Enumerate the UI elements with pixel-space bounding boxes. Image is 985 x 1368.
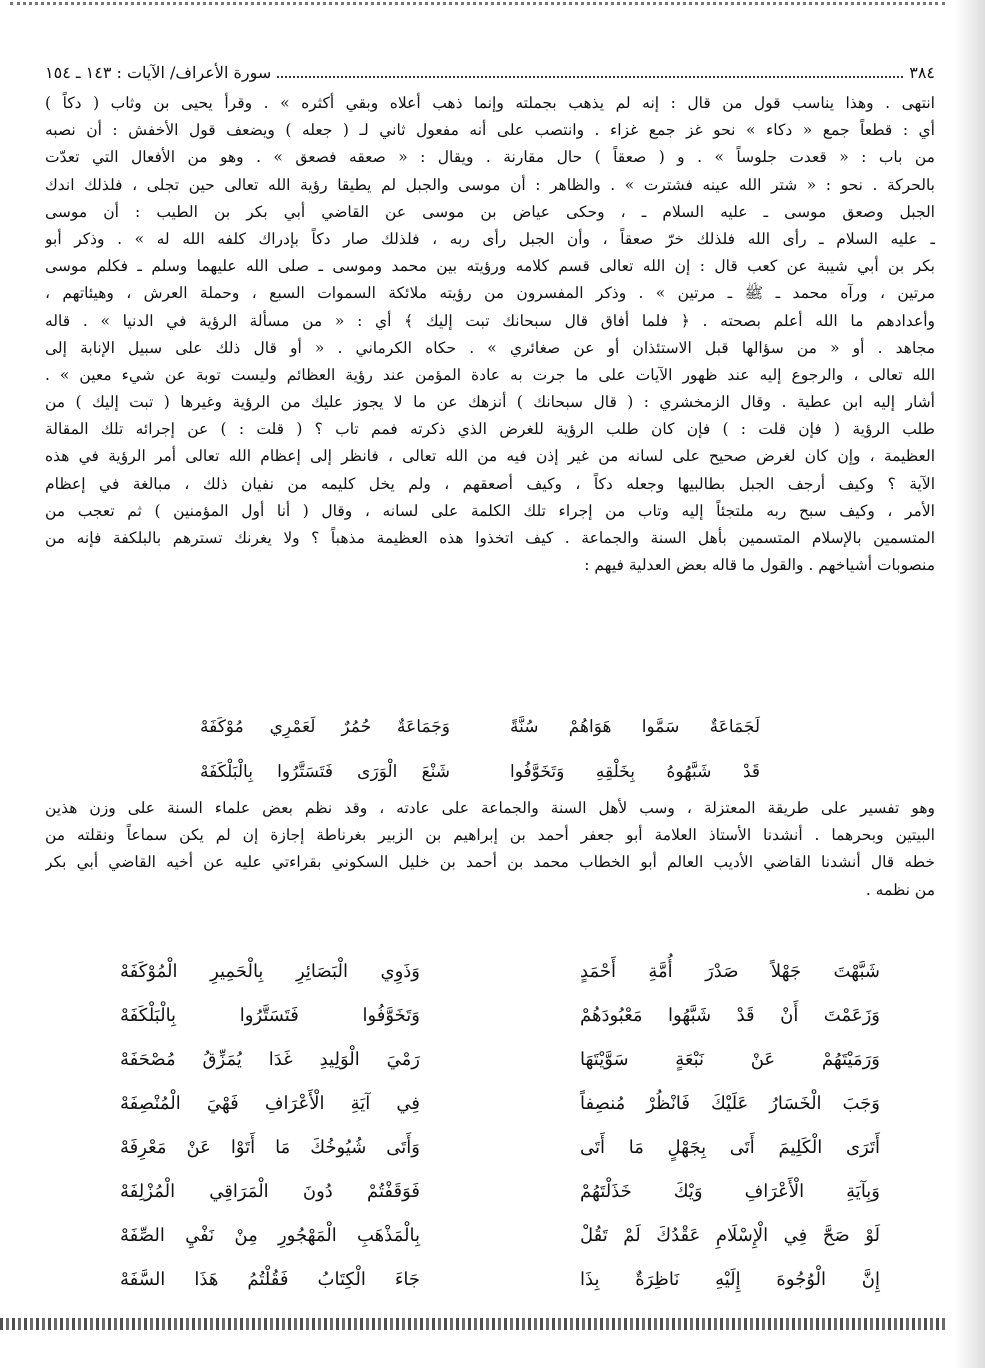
text-line: منصوبات أشياخهم . والقول ما قاله بعض العدلية فيهم : (584, 556, 935, 575)
poem-hemistich-second: رَمْيَ الْوَلِيدِ غَدَا يُمَزِّقُ مُصْحَفَهْ (120, 1049, 420, 1070)
text-line: المتسمين بالإسلام المتسمين بأهل السنة والجماعة . كيف اتخذوا هذه العظيمة مذهباً ؟ ولا يغرنك تسترهم بالبلكفة فإنه من (45, 529, 935, 547)
poem-row (120, 1170, 880, 1214)
text-line: العظيمة ، وإن كان لغرض صحيح على لسانه من غير إذن فيه من الله تعالى ، فانظر إلى إعظام الله تعالى أمر الرؤية في هذه (45, 447, 935, 466)
text-line: مجاهد . أو « من سؤالها قبل الاستئذان أو عن صغائري » . حكاه الكرماني . « أو قال ذلك على سبيل الإنابة إلى (45, 338, 935, 357)
poem-row (120, 1258, 880, 1302)
text-line: الجبل وصعق موسى ـ عليه السلام ـ ، وحكى عياض بن موسى عن القاضي أبي بكر بن الطيب : أن موسى (45, 202, 935, 221)
verse-row (200, 750, 760, 795)
text-line: من باب : « قعدت جلوساً » . و ( صعقاً ) حال مقارنة . ويقال : « صعقه فصعق » . وهو من الأفعال التي تعدّت (45, 148, 935, 167)
poem-row (120, 1038, 880, 1082)
poem-hemistich-first: وَبِآيَةِ الْأَعْرَافِ وَيْكَ خَذَلْتَهُمْ (580, 1181, 880, 1202)
text-line: الأمر ، وكيف سبح ربه ملتجئاً إليه وتاب من إجراء تلك الكلمة على لسانه ، وقال ( أنا أول المؤمنين ) ثم تعجب من (45, 501, 935, 520)
header-leader-dots (277, 66, 903, 78)
verse-hemistich-first: لَجَمَاعَةٌ سَمَّوا هَوَاهُمْ سُنَّةً (510, 717, 760, 737)
poem-row (120, 1126, 880, 1170)
verse-block-1 (200, 705, 760, 795)
poem-hemistich-second: وَأَتَى شُيُوخُكَ مَا أَتَوْا عَنْ مَعْرِفَهْ (120, 1137, 420, 1158)
text-line: انتهى . وهذا يناسب قول من قال : إنه لم يذهب بجملته وإنما ذهب أعلاه وبقي أكثره » . وقرأ يحيى بن وثاب ( دكاً ) (45, 94, 935, 112)
top-border-ornament (10, 2, 945, 11)
text-line: بكر بن أبي شيبة عن كعب قال : إن الله تعالى قسم كلامه ورؤيته بين محمد وموسى ـ صلى الله عليهما وسلم ـ فكلم موسى (45, 257, 935, 276)
text-line: أشار إليه ابن عطية . وقال الزمخشري : ( قال سبحانك ) أنزهك عن ما لا يجوز عليك من الرؤية وغيرها ( تبت إليك ) من (45, 393, 935, 412)
poem-hemistich-first: أَتَرَى الْكَلِيمَ أَتَى بِجَهْلٍ مَا أَتَى (580, 1137, 880, 1158)
text-line: ـ عليه السلام ـ رأى الله فلذلك خرّ صعقاً ، وأن الجبل رأى ربه ، فلذلك صار دكاً بإدراك كلفه الله له » . وذكر أبو (45, 229, 935, 248)
text-line: خطه قال أنشدنا القاضي الأديب العالم أبو الخطاب محمد بن أحمد بن خليل السكوني بقراءتي عليه عن أخيه القاضي أبي بكر (45, 853, 935, 872)
text-line: من نظمه . (865, 880, 935, 899)
text-line: الله تعالى ، والرجوع إليه عند ظهور الآيات على ما جرت به عادة المؤمن عند رؤية العظائم وليست توبة عن شيء معين » . (45, 365, 935, 384)
poem-hemistich-first: وَزَعَمْتَ أَنْ قَدْ شَبَّهُوا مَعْبُودَهُمْ (580, 1005, 880, 1026)
poem-row (120, 1082, 880, 1126)
commentary-paragraph-1 (45, 90, 935, 579)
poem-hemistich-second: جَاءَ الْكِتَابُ فَقُلْتُمُ هَذَا السَّفَهْ (120, 1269, 420, 1290)
text-line: طلب الرؤية ( فإن قلت : ) فإن كان طلب الرؤية للغرض الذي ذكرته فمم تاب ؟ ( قلت : ) عن إجرائه تلك المقالة (45, 420, 935, 439)
verse-hemistich-second: شَنْعَ الْوَرَى فَتَسَتَّرُوا بِالْبَلْكَفَهْ (200, 762, 450, 782)
poem-hemistich-second: وَتَخَوَّفُوا فَتَسَتَّرُوا بِالْبَلْكَفَهْ (120, 1005, 420, 1026)
page-number: ٣٨٤ (909, 62, 935, 82)
text-line: بالحركة . نحو : « شتر الله عينه فشترت » . والظاهر : أن موسى والجبل لم يطيقا رؤية الله تعالى حين تجلى ، فلذلك اندك (45, 175, 935, 194)
text-line: أي : قطعاً جمع « دكاء » نحو غز جمع غزاء . وانتصب على أنه مفعول ثاني لـ ( جعله ) ويضعف قول الأخفش : أن نصبه (45, 121, 935, 140)
poem-hemistich-second: فِي آيَةِ الْأَعْرَافِ فَهْيَ الْمُنْصِفَهْ (120, 1093, 420, 1114)
bottom-border-ornament (0, 1318, 945, 1330)
header-title: سورة الأعراف/ الآيات : ١٤٣ ـ ١٥٤ (45, 62, 272, 82)
poem-block (120, 950, 880, 1302)
verse-hemistich-second: وَجَمَاعَةٌ حُمُرٌ لَعَمْرِي مُوْكَفَهْ (200, 717, 450, 737)
text-line: الآية ؟ وكيف أرجف الجبل بطالبيها وجعله دكاً ، وكيف أصعقهم ، ولم يخل كليمه من نفيان ذلك ، مبالغة في إعظام (45, 474, 935, 493)
poem-hemistich-second: بِالْمَذْهَبِ الْمَهْجُورِ مِنْ نَفْيِ الصِّفَهْ (120, 1225, 420, 1246)
verse-row (200, 705, 760, 750)
poem-hemistich-first: إِنَّ الْوُجُوهَ إِلَيْهِ نَاظِرَةٌ بِذَا (580, 1269, 880, 1290)
poem-hemistich-first: وَرَمَيْتَهُمْ عَنْ نَبْعَةٍ سَوَّيْتَهَا (580, 1049, 880, 1070)
poem-hemistich-first: شَبَّهْتَ جَهْلاً صَدْرَ أُمَّةِ أَحْمَدٍ (580, 961, 880, 982)
text-line: مرتين ، ورآه محمد ـ ﷺ ـ مرتين » . وذكر المفسرون من رؤيته ملائكة السموات السبع ، وحملة العرش ، وهيئاتهم ، (45, 284, 935, 303)
poem-hemistich-first: لَوْ صَحَّ فِي الْإِسْلَامِ عَقْدُكَ لَمْ تَقُلْ (580, 1225, 880, 1246)
text-line: البيتين وبحرهما . أنشدنا الأستاذ العلامة أبو جعفر أحمد بن إبراهيم بن الزبير بغرناطة إجازة إن لم يكن سماعاً ونقلته من (45, 826, 935, 845)
running-header (45, 60, 935, 84)
verse-hemistich-first: قَدْ شَبَّهُوهُ بِخَلْقِهِ وَتَخَوَّفُوا (510, 762, 760, 782)
commentary-paragraph-2 (45, 795, 935, 904)
poem-row (120, 994, 880, 1038)
poem-row (120, 950, 880, 994)
poem-hemistich-first: وَجَبَ الْخَسَارُ عَلَيْكَ فَانْظُرْ مُنصِفاً (580, 1093, 880, 1114)
page-edge-shadow (955, 0, 985, 1368)
text-line: وهو تفسير على طريقة المعتزلة ، وسب لأهل السنة والجماعة على عادته ، وقد نظم بعض علماء السنة على وزن هذين (45, 799, 935, 817)
poem-row (120, 1214, 880, 1258)
poem-hemistich-second: فَوَقَفْتُمْ دُونَ الْمَرَاقِي الْمُزْلِفَهْ (120, 1181, 420, 1202)
text-line: وأعدادهم ما الله أعلم بصحته . ﴿ فلما أفاق قال سبحانك تبت إليك ﴾ أي : « من مسألة الرؤية في الدنيا » . قاله (45, 311, 935, 330)
poem-hemistich-second: وَذَوِي الْبَصَائِرِ بِالْحَمِيرِ الْمُوْكَفَهْ (120, 961, 420, 982)
